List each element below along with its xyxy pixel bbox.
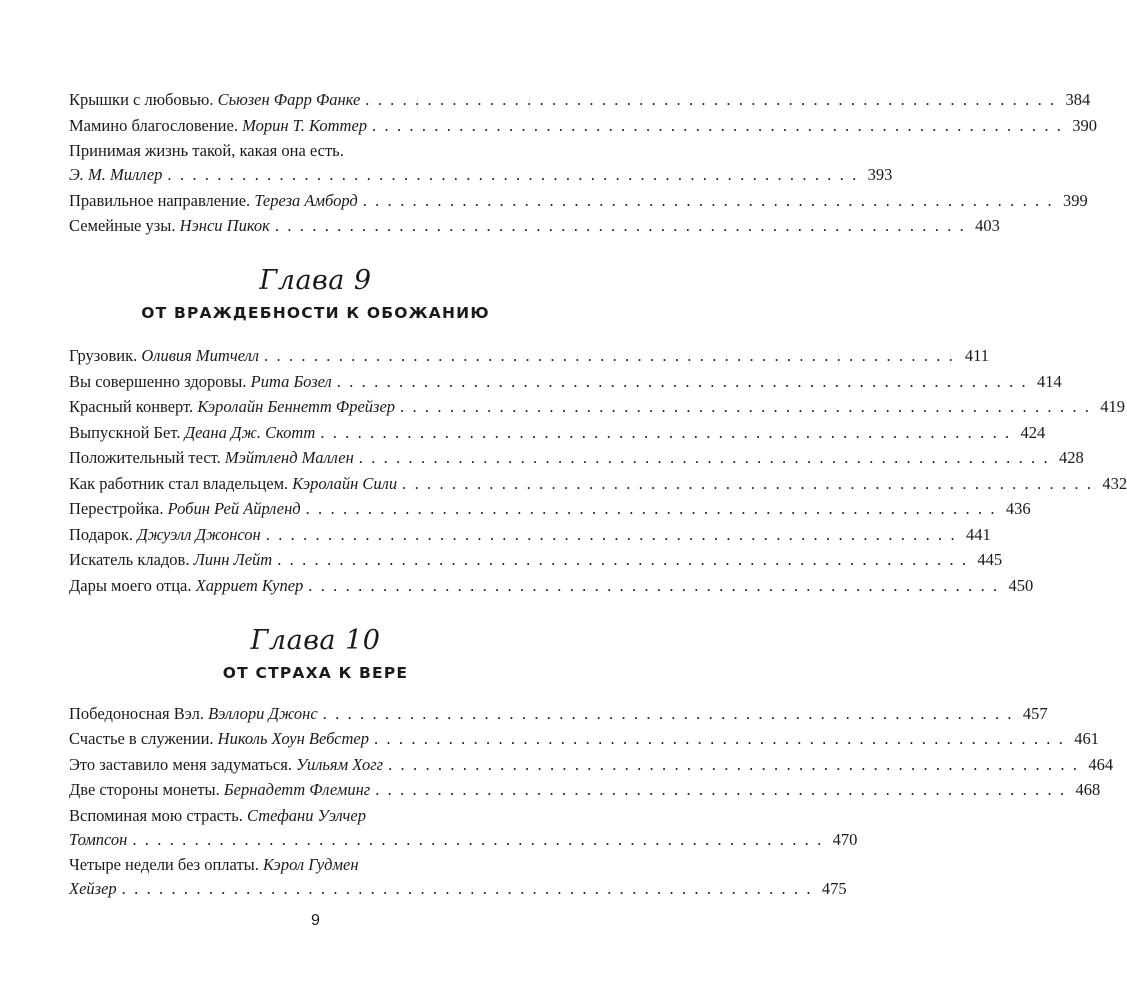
- entry-title: Подарок.: [69, 524, 134, 544]
- dot-leader: [318, 702, 1018, 726]
- chapter-9-entries: [69, 344, 1127, 598]
- entry-page: 468: [1075, 780, 1101, 799]
- entry-author: Харриет Купер: [195, 575, 304, 595]
- entry-page: 424: [1020, 422, 1046, 442]
- toc-entry[interactable]: [69, 446, 1084, 470]
- chapter-9-heading: [0, 264, 631, 324]
- dot-leader: [270, 214, 970, 238]
- toc-entry[interactable]: [69, 548, 1003, 572]
- page-number: 9: [311, 912, 320, 929]
- entry-author: Э. М. Миллер: [69, 165, 163, 184]
- dot-leader: [332, 370, 1032, 394]
- entry-page: 384: [1065, 90, 1091, 109]
- entry-title: Две стороны монеты.: [69, 780, 220, 799]
- dot-leader: [315, 421, 1015, 445]
- entry-title: Перестройка.: [69, 499, 164, 518]
- dot-leader: [397, 472, 1097, 496]
- toc-entry[interactable]: [69, 472, 1127, 496]
- chapter-subtitle: ОТ СТРАХА К ВЕРЕ: [222, 663, 409, 682]
- toc-entry[interactable]: [69, 804, 858, 852]
- entry-author: Уильям Хогг: [296, 754, 384, 774]
- entry-title: Принимая жизнь такой, какая она есть.: [69, 141, 344, 160]
- entry-title: Четыре недели без оплаты.: [69, 855, 259, 874]
- entry-author: Кэрол Гудмен: [263, 855, 359, 874]
- entry-author: Вэллори Джонс: [208, 703, 318, 723]
- entry-page: 393: [867, 165, 893, 184]
- table-of-contents: [69, 88, 1127, 903]
- entry-page: 436: [1005, 499, 1031, 518]
- entry-title: Красный конверт.: [69, 397, 194, 416]
- entry-title: Семейные узы.: [69, 216, 176, 235]
- dot-leader: [259, 344, 959, 368]
- toc-entry[interactable]: [69, 344, 989, 368]
- entry-author: Оливия Митчелл: [141, 346, 259, 365]
- entry-title: Вы совершенно здоровы.: [69, 371, 247, 391]
- entry-page: 432: [1102, 473, 1127, 493]
- toc-entry[interactable]: [69, 114, 1098, 138]
- dot-leader: [303, 574, 1003, 598]
- entry-page: 457: [1022, 703, 1048, 723]
- entry-title: Вспоминая мою страсть.: [69, 805, 243, 825]
- entry-title: Дары моего отца.: [69, 575, 192, 595]
- dot-leader: [358, 189, 1058, 213]
- entry-author: Робин Рей Айрленд: [167, 499, 301, 518]
- section-top: [69, 88, 1098, 238]
- toc-entry[interactable]: [69, 523, 991, 547]
- entry-title: Победоносная Вэл.: [69, 703, 204, 723]
- dot-leader: [369, 727, 1069, 751]
- toc-entry[interactable]: [69, 497, 1031, 521]
- entry-author: Нэнси Пикок: [179, 216, 270, 235]
- entry-author-continued: Томпсон: [69, 829, 128, 849]
- dot-leader: [370, 778, 1070, 802]
- chapter-title: Глава 9: [259, 265, 372, 296]
- toc-entry[interactable]: [69, 727, 1099, 751]
- entry-title: Как работник стал владельцем.: [69, 473, 289, 493]
- entry-title: Положительный тест.: [69, 448, 221, 467]
- entry-author: Николь Хоун Вебстер: [217, 729, 369, 748]
- entry-page: 411: [964, 346, 989, 365]
- toc-entry[interactable]: [69, 574, 1034, 598]
- entry-title: Искатель кладов.: [69, 550, 190, 569]
- dot-leader: [272, 548, 972, 572]
- entry-title: Правильное направление.: [69, 190, 251, 210]
- entry-author: Мэйтленд Маллен: [224, 448, 354, 467]
- dot-leader: [127, 828, 827, 852]
- toc-entry[interactable]: [69, 753, 1114, 777]
- entry-title: Выпускной Бет.: [69, 422, 181, 442]
- entry-author: Сьюзен Фарр Фанке: [217, 90, 361, 109]
- entry-author: Морин Т. Коттер: [242, 115, 368, 135]
- dot-leader: [395, 395, 1095, 419]
- entry-page: 464: [1088, 754, 1114, 774]
- toc-entry[interactable]: [69, 189, 1088, 213]
- toc-entry[interactable]: [69, 421, 1046, 445]
- dot-leader: [117, 877, 817, 901]
- entry-title: Крышки с любовью.: [69, 90, 214, 109]
- entry-title: Грузовик.: [69, 346, 138, 365]
- entry-page: 470: [832, 829, 858, 849]
- dot-leader: [354, 446, 1054, 470]
- chapter-subtitle: ОТ ВРАЖДЕБНОСТИ К ОБОЖАНИЮ: [141, 304, 490, 322]
- toc-entry[interactable]: [69, 395, 1126, 419]
- entry-page: 441: [965, 524, 991, 544]
- entry-page: 475: [821, 879, 847, 898]
- entry-author: Стефани Уэлчер: [247, 805, 366, 825]
- chapter-10-entries: [69, 702, 1114, 902]
- toc-entry[interactable]: [69, 370, 1062, 394]
- dot-leader: [162, 163, 862, 187]
- entry-page: 450: [1008, 575, 1034, 595]
- chapter-title: Глава 10: [250, 624, 381, 656]
- entry-page: 403: [975, 216, 1000, 235]
- chapter-10-heading: [0, 624, 631, 684]
- entry-title: Это заставило меня задуматься.: [69, 754, 292, 774]
- entry-page: 461: [1074, 729, 1099, 748]
- dot-leader: [360, 88, 1060, 112]
- dot-leader: [261, 523, 961, 547]
- entry-author: Линн Лейт: [193, 550, 273, 569]
- entry-author: Бернадетт Флеминг: [223, 780, 371, 799]
- entry-author: Джуэлл Джонсон: [137, 524, 261, 544]
- entry-author: Тереза Амборд: [254, 190, 358, 210]
- dot-leader: [383, 753, 1083, 777]
- entry-title: Счастье в служении.: [69, 729, 214, 748]
- entry-title: Мамино благословение.: [69, 115, 238, 135]
- entry-page: 445: [977, 550, 1003, 569]
- entry-page: 428: [1058, 448, 1084, 467]
- toc-entry[interactable]: [69, 702, 1048, 726]
- entry-page: 390: [1072, 115, 1098, 135]
- toc-entry[interactable]: [69, 214, 1000, 238]
- entry-page: 414: [1037, 371, 1062, 391]
- toc-entry[interactable]: [69, 853, 847, 901]
- entry-author: Кэролайн Сили: [292, 473, 398, 493]
- entry-page: 399: [1062, 190, 1088, 210]
- toc-entry[interactable]: [69, 88, 1091, 112]
- entry-page: 419: [1100, 397, 1126, 416]
- entry-author: Кэролайн Беннетт Фрейзер: [197, 397, 396, 416]
- entry-author: Деана Дж. Скотт: [184, 422, 316, 442]
- toc-entry[interactable]: [69, 139, 893, 187]
- entry-author: Рита Бозел: [250, 371, 332, 391]
- dot-leader: [301, 497, 1001, 521]
- entry-author-continued: Хейзер: [69, 879, 117, 898]
- dot-leader: [367, 114, 1067, 138]
- toc-entry[interactable]: [69, 778, 1101, 802]
